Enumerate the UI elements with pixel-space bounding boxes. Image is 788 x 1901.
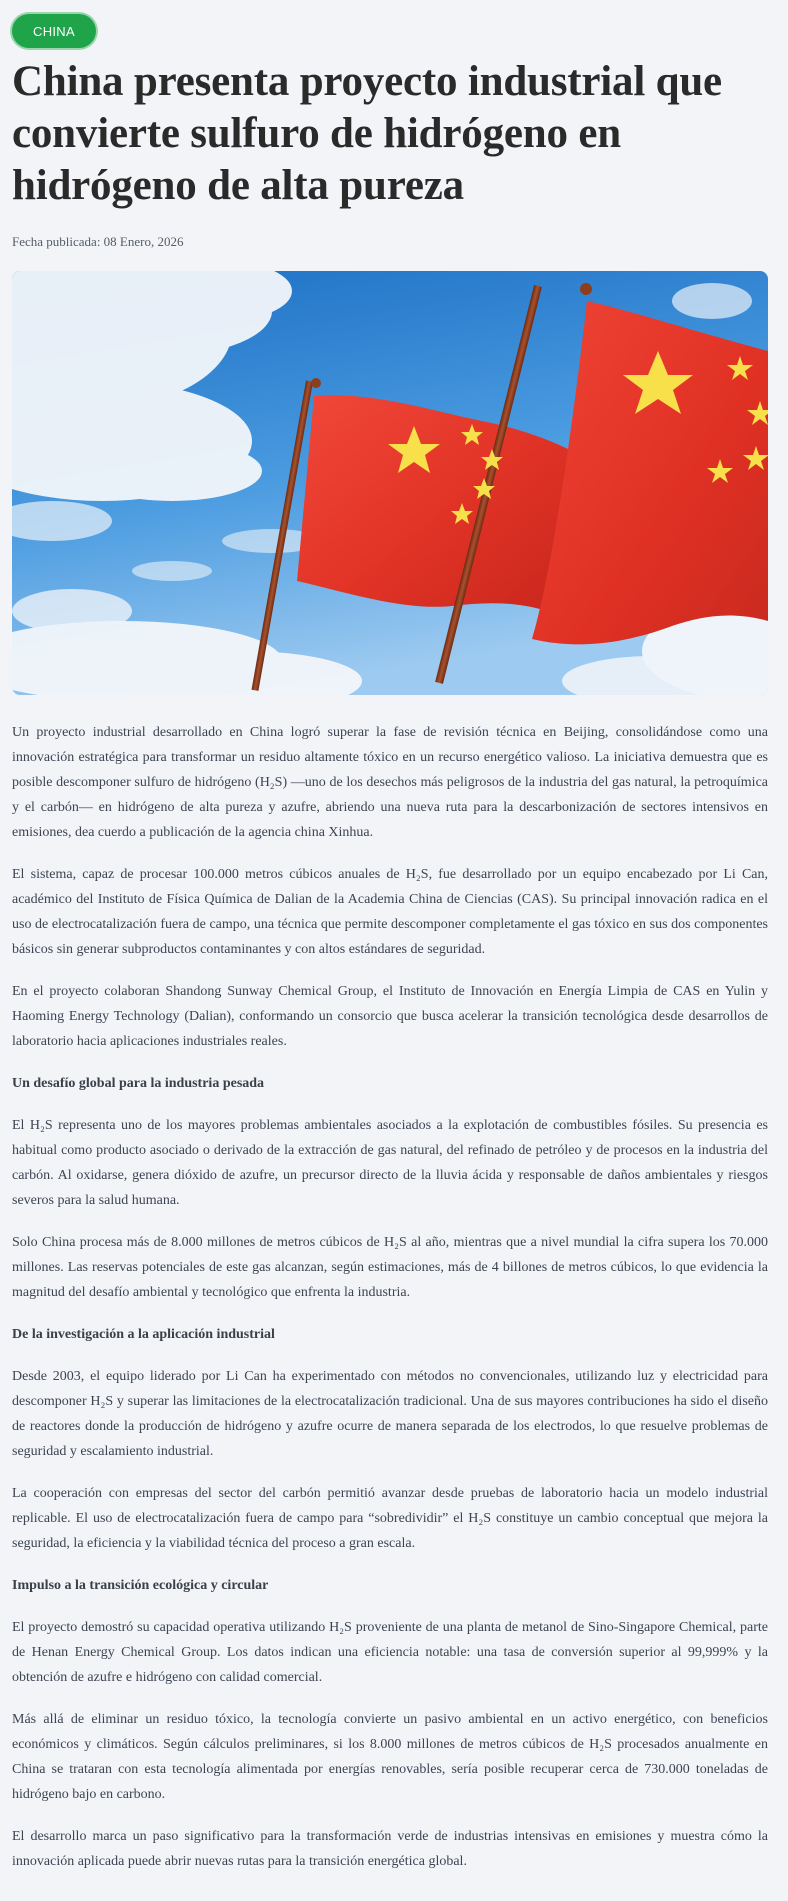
paragraph: El desarrollo marca un paso significativo para la transformación verde de industrias intensivas en emisiones y muestra cómo la innovación aplicada puede abrir nuevas rutas para la transición energética global. [12, 1829, 768, 1869]
paragraph: Más allá de eliminar un residuo tóxico, la tecnología convierte un pasivo ambiental en un activo energético, con beneficios económicos y climáticos. Según cálculos preliminares, si los 8.000 millones de metros cúbicos de H₂S procesados anualmente en China se trataran con esta tecnología alimentada por energías renovables, sería posible recuperar cerca de 730.000 toneladas de hidrógeno bajo en carbono. [12, 1712, 768, 1802]
category-badge[interactable]: CHINA [12, 14, 96, 48]
hero-image [12, 271, 768, 695]
paragraph: Desde 2003, el equipo liderado por Li Can ha experimentado con métodos no convencionales, utilizando luz y electricidad para descomponer H₂S y superar las limitaciones de la electrocatalización tradicional. Una de sus mayores contribuciones ha sido el diseño de reactores donde la producción de hidrógeno y azufre ocurre de manera separada de los electrodos, lo que resuelve problemas de seguridad y escalamiento industrial. [12, 1369, 768, 1459]
china-flags-image [12, 271, 768, 695]
paragraph: Solo China procesa más de 8.000 millones de metros cúbicos de H₂S al año, mientras que a nivel mundial la cifra supera los 70.000 millones. Las reservas potenciales de este gas alcanzan, según estimaciones, más de 4 billones de metros cúbicos, lo que evidencia la magnitud del desafío ambiental y tecnológico que enfrenta la industria. [12, 1235, 768, 1300]
paragraph: En el proyecto colaboran Shandong Sunway Chemical Group, el Instituto de Innovación en Energía Limpia de CAS en Yulin y Haoming Energy Technology (Dalian), conformando un consorcio que busca acelerar la transición tecnológica desde desarrollos de laboratorio hacia aplicaciones industriales reales. [12, 984, 768, 1049]
paragraph: Un proyecto industrial desarrollado en China logró superar la fase de revisión técnica en Beijing, consolidándose como una innovación estratégica para transformar un residuo altamente tóxico en un recurso energético valioso. La iniciativa demuestra que es posible descomponer sulfuro de hidrógeno (H₂S) —uno de los desechos más peligrosos de la industria del gas natural, la petroquímica y el carbón— en hidrógeno de alta pureza y azufre, abriendo una nueva ruta para la descarbonización de sectores intensivos en emisiones, dea cuerdo a publicación de la agencia china Xinhua. [12, 725, 768, 840]
section-heading: Impulso a la transición ecológica y circular [12, 1578, 269, 1593]
section-heading: Un desafío global para la industria pesada [12, 1076, 265, 1091]
section-heading: De la investigación a la aplicación industrial [12, 1327, 275, 1342]
article-title: China presenta proyecto industrial que convierte sulfuro de hidrógeno en hidrógeno de alta pureza [12, 58, 722, 209]
paragraph: El proyecto demostró su capacidad operativa utilizando H₂S proveniente de una planta de metanol de Sino-Singapore Chemical, parte de Henan Energy Chemical Group. Los datos indican una eficiencia notable: una tasa de conversión superior al 99,999% y la obtención de azufre e hidrógeno con calidad comercial. [12, 1620, 768, 1685]
article-body [12, 720, 768, 1891]
paragraph: La cooperación con empresas del sector del carbón permitió avanzar desde pruebas de laboratorio hacia un modelo industrial replicable. El uso de electrocatalización fuera de campo para “sobredividir” el H₂S constituye un cambio conceptual que mejora la seguridad, la eficiencia y la viabilidad técnica del proceso a gran escala. [12, 1486, 768, 1551]
paragraph: El H₂S representa uno de los mayores problemas ambientales asociados a la explotación de combustibles fósiles. Su presencia es habitual como producto asociado o derivado de la extracción de gas natural, del refinado de petróleo y de procesos en la industria del carbón. Al oxidarse, genera dióxido de azufre, un precursor directo de la lluvia ácida y responsable de daños ambientales y riesgos severos para la salud humana. [12, 1118, 768, 1208]
paragraph: El sistema, capaz de procesar 100.000 metros cúbicos anuales de H₂S, fue desarrollado por un equipo encabezado por Li Can, académico del Instituto de Física Química de Dalian de la Academia China de Ciencias (CAS). Su principal innovación radica en el uso de electrocatalización fuera de campo, una técnica que permite descomponer completamente el gas tóxico en sus dos componentes básicos sin generar subproductos contaminantes y con altos estándares de seguridad. [12, 867, 768, 957]
publish-date: Fecha publicada: 08 Enero, 2026 [12, 234, 184, 249]
